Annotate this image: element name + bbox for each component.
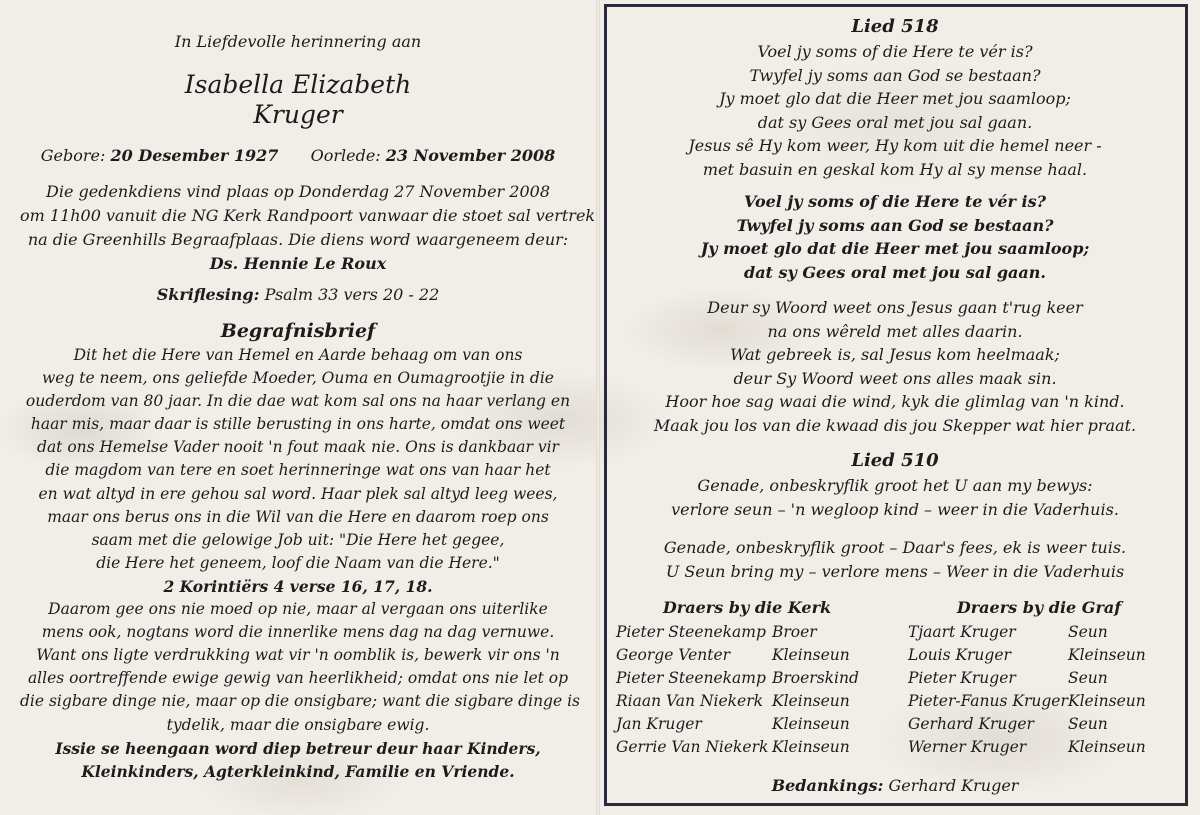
bearer-name: Werner Kruger — [908, 738, 1027, 756]
scripture-line: mens ook, nogtans word die innerlike mens dag na dag vernuwe. — [41, 623, 555, 642]
center-fold — [596, 0, 600, 815]
scripture-line: die sigbare dinge nie, maar op die onsigbare; want die sigbare dinge is — [20, 692, 580, 711]
bearer-name: Riaan Van Niekerk — [616, 692, 764, 710]
letter-line: Dit het die Here van Hemel en Aarde behaag om van ons — [73, 346, 523, 364]
bearer-relation: Kleinseun — [1068, 738, 1146, 756]
service-line: Die gedenkdiens vind plaas op Donderdag 27 November 2008 — [46, 182, 550, 201]
scripture-line: Daarom gee ons nie moed op nie, maar al vergaan ons uiterlike — [48, 600, 548, 619]
bearer-name: Gerhard Kruger — [908, 715, 1034, 733]
hymn-line: na ons wêreld met alles daarin. — [767, 321, 1023, 341]
hymn-line: met basuin en geskal kom Hy al sy mense haal. — [702, 159, 1088, 179]
hymn-line: dat sy Gees oral met jou sal gaan. — [757, 112, 1033, 132]
scripture-reference: 2 Korintiërs 4 verse 16, 17, 18. — [163, 576, 433, 596]
bearer-relation: Kleinseun — [772, 692, 850, 710]
church-bearers — [616, 596, 878, 759]
right-panel — [606, 0, 1184, 815]
bearer-relation: Kleinseun — [1068, 692, 1146, 710]
bearer-name: Louis Kruger — [908, 646, 1011, 664]
scripture-line: Want ons ligte verdrukking wat vir 'n oomblik is, bewerk vir ons 'n — [36, 646, 560, 665]
bearer-relation: Kleinseun — [772, 715, 850, 733]
born-label: Gebore: — [40, 146, 106, 165]
hymn-line: dat sy Gees oral met jou sal gaan. — [744, 262, 1046, 282]
bearer-row — [616, 736, 878, 759]
bearer-relation: Kleinseun — [772, 738, 850, 756]
bearer-row — [908, 736, 1170, 759]
bearer-row — [908, 713, 1170, 736]
bearer-name: Pieter Kruger — [908, 669, 1016, 687]
bearer-name: Pieter-Fanus Kruger — [908, 692, 1068, 710]
acknowledgements — [606, 776, 1184, 795]
reading-label: Skriflesing: — [156, 285, 260, 304]
letter-line: haar mis, maar daar is stille berusting in ons harte, omdat ons weet — [30, 415, 566, 434]
hymn-line: Jesus sê Hy kom weer, Hy kom uit die hemel neer - — [688, 136, 1102, 156]
mourning-line: Kleinkinders, Agterkleinkind, Familie en Vriende. — [81, 761, 515, 781]
died-label: Oorlede: — [310, 146, 381, 165]
letter-line: die magdom van tere en soet herinneringe wat ons van haar het — [45, 461, 551, 480]
grave-bearers — [908, 596, 1170, 759]
funeral-letter — [20, 344, 580, 783]
hymn-line: Genade, onbeskryflik groot het U aan my bewys: — [697, 476, 1093, 495]
service-line: na die Greenhills Begraafplaas. Die diens word waargeneem deur: — [27, 230, 569, 249]
brief-title: Begrafnisbrief — [220, 320, 376, 342]
letter-line: weg te neem, ons geliefde Moeder, Ouma en Oumagrootjie in die — [42, 369, 554, 388]
service-details — [20, 180, 596, 276]
bearer-name: Gerrie Van Niekerk — [616, 738, 769, 756]
bearer-name: George Venter — [616, 646, 731, 664]
bearer-row — [616, 667, 878, 690]
scripture-reading — [20, 285, 576, 304]
hymn-510-verse-1 — [606, 474, 1184, 521]
bearer-relation: Broerskind — [772, 669, 859, 687]
bearer-name: Pieter Steenekamp — [616, 623, 766, 641]
hymn-line: verlore seun – 'n wegloop kind – weer in die Vaderhuis. — [671, 499, 1119, 519]
bearer-name: Pieter Steenekamp — [616, 669, 766, 687]
bearer-row — [616, 644, 878, 667]
hymn-line: Hoor hoe sag waai die wind, kyk die glimlag van 'n kind. — [665, 392, 1125, 412]
hymn-line: Voel jy soms of die Here te vér is? — [757, 42, 1033, 61]
mourning-line: Issie se heengaan word diep betreur deur haar Kinders, — [55, 738, 541, 758]
hymn-518-verse-1 — [606, 40, 1184, 182]
letter-line: ouderdom van 80 jaar. In die dae wat kom sal ons na haar verlang en — [25, 392, 571, 411]
bearer-relation: Seun — [1068, 669, 1108, 687]
deceased-first-names: Isabella Elizabeth — [184, 70, 412, 99]
hymn-line: Deur sy Woord weet ons Jesus gaan t'rug keer — [707, 298, 1083, 317]
hymn-line: Jy moet glo dat die Heer met jou saamloop; — [719, 89, 1071, 109]
hymn-line: Twyfel jy soms aan God se bestaan? — [749, 65, 1041, 85]
service-line: om 11h00 vanuit die NG Kerk Randpoort vanwaar die stoet sal vertrek — [20, 206, 596, 225]
deceased-surname: Kruger — [253, 100, 343, 129]
hymn-518-title: Lied 518 — [851, 16, 939, 37]
hymn-line: Voel jy soms of die Here te vér is? — [744, 192, 1046, 211]
bearer-relation: Kleinseun — [1068, 646, 1146, 664]
hymn-518-chorus — [606, 190, 1184, 284]
bearer-row — [616, 690, 878, 713]
bearer-relation: Seun — [1068, 715, 1108, 733]
letter-line: dat ons Hemelse Vader nooit 'n fout maak nie. Ons is dankbaar vir — [37, 438, 559, 457]
thanks-name: Gerhard Kruger — [888, 776, 1019, 795]
hymn-line: Jy moet glo dat die Heer met jou saamloop; — [700, 239, 1090, 259]
bearer-row — [908, 644, 1170, 667]
letter-line: saam met die gelowige Job uit: "Die Here het gegee, — [91, 530, 505, 549]
hymn-line: U Seun bring my – verlore mens – Weer in die Vaderhuis — [665, 561, 1125, 581]
life-dates — [20, 146, 576, 165]
letter-line: die Here het geneem, loof die Naam van die Here." — [96, 553, 500, 572]
scripture-line: alles oortreffende ewige gewig van heerlikheid; omdat ons nie let op — [27, 669, 569, 688]
left-panel — [20, 0, 596, 815]
bearer-relation: Broer — [772, 623, 817, 641]
bearer-name: Jan Kruger — [616, 715, 702, 733]
hymn-510-title: Lied 510 — [851, 450, 939, 471]
hymn-line: Twyfel jy soms aan God se bestaan? — [736, 215, 1054, 235]
hymn-510-verse-2 — [606, 536, 1184, 583]
letter-line: maar ons berus ons in die Wil van die Here en daarom roep ons — [47, 507, 549, 526]
hymn-line: Maak jou los van die kwaad dis jou Skepper wat hier praat. — [653, 415, 1137, 435]
bearer-name: Tjaart Kruger — [908, 623, 1016, 641]
hymn-line: deur Sy Woord weet ons alles maak sin. — [733, 368, 1057, 388]
bearer-relation: Seun — [1068, 623, 1108, 641]
church-bearers-title: Draers by die Kerk — [662, 598, 832, 617]
bearer-row — [616, 713, 878, 736]
bearer-relation: Kleinseun — [772, 646, 850, 664]
bearer-row — [616, 621, 878, 644]
letter-line: en wat altyd in ere gehou sal word. Haar plek sal altyd leeg wees, — [38, 484, 558, 503]
memorial-intro: In Liefdevolle herinnering aan — [174, 32, 422, 51]
grave-bearers-title: Draers by die Graf — [956, 598, 1122, 617]
hymn-line: Wat gebreek is, sal Jesus kom heelmaak; — [730, 345, 1060, 365]
minister-name: Ds. Hennie Le Roux — [209, 254, 387, 273]
reading-text: Psalm 33 vers 20 - 22 — [264, 285, 440, 304]
bearer-row — [908, 690, 1170, 713]
hymn-line: Genade, onbeskryflik groot – Daar's fees, ek is weer tuis. — [663, 538, 1127, 557]
bearer-row — [908, 667, 1170, 690]
scripture-line: tydelik, maar die onsigbare ewig. — [166, 715, 430, 734]
died-date: 23 November 2008 — [385, 146, 556, 165]
born-date: 20 Desember 1927 — [110, 146, 279, 165]
bearer-row — [908, 621, 1170, 644]
thanks-label: Bedankings: — [771, 776, 884, 795]
hymn-518-verse-2 — [606, 296, 1184, 438]
